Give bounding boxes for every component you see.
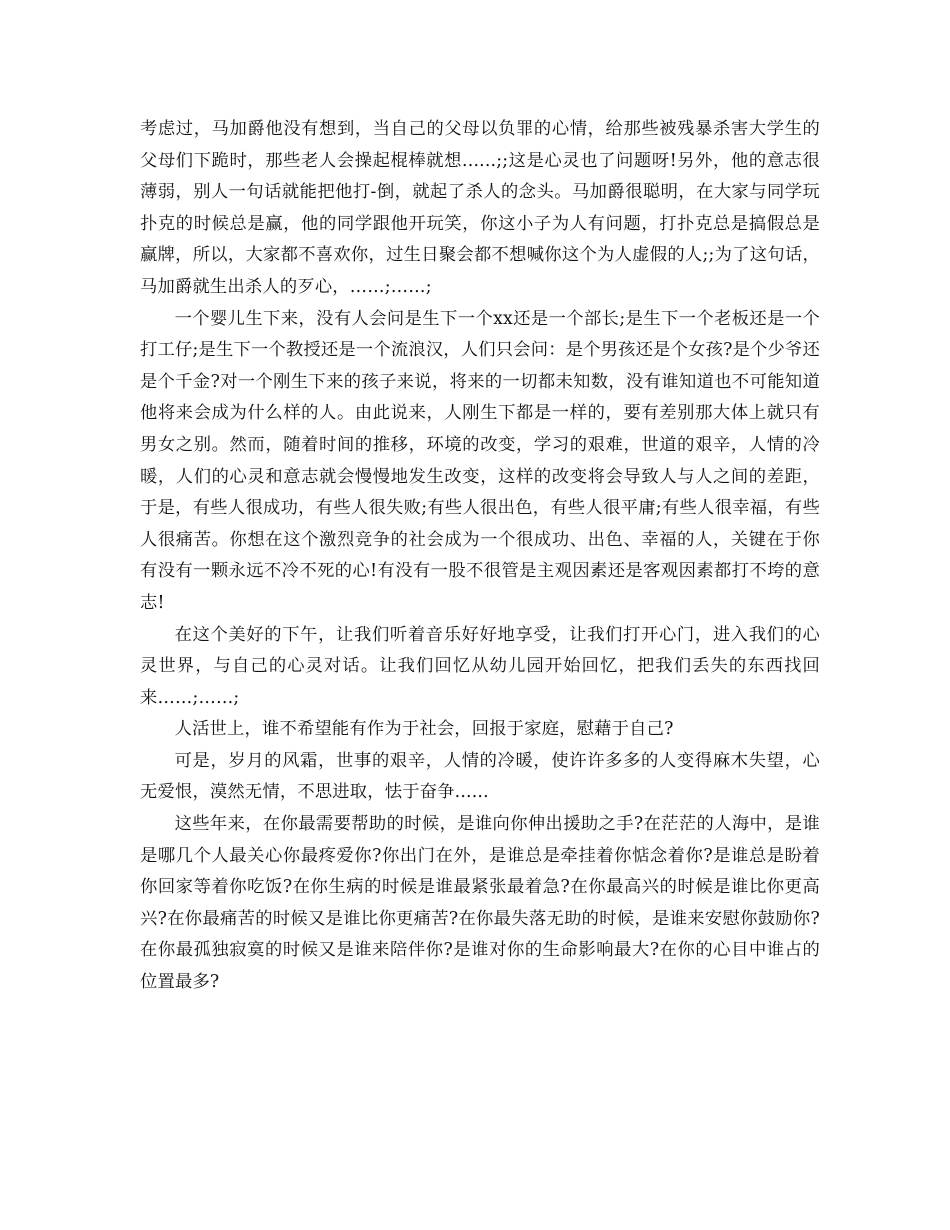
- document-body: [140, 114, 820, 999]
- paragraph-continuation: 考虑过，马加爵他没有想到，当自己的父母以负罪的心情，给那些被残暴杀害大学生的父母们下跪时，那些老人会操起棍棒就想......;;这是心灵也了问题呀!另外，他的意志很薄弱，别人一句话就能把他打-倒，就起了杀人的念头。马加爵很聪明，在大家与同学玩扑克的时候总是赢，他的同学跟他开玩笑，你这小子为人有问题，打扑克总是搞假总是赢牌，所以，大家都不喜欢你，过生日聚会都不想喊你这个为人虚假的人;;为了这句话，马加爵就生出杀人的歹心，……;……;: [140, 119, 820, 297]
- paragraph: 一个婴儿生下来，没有人会问是生下一个xx还是一个部长;是生下一个老板还是一个打工仔;是生下一个教授还是一个流浪汉，人们只会问：是个男孩还是个女孩?是个少爷还是个千金?对一个刚生下来的孩子来说，将来的一切都未知数，没有谁知道也不可能知道他将来会成为什么样的人。由此说来，人刚生下都是一样的，要有差别那大体上就只有男女之别。然而，随着时间的推移，环境的改变，学习的艰难，世道的艰辛，人情的冷暖，人们的心灵和意志就会慢慢地发生改变，这样的改变将会导致人与人之间的差距，于是，有些人很成功，有些人很失败;有些人很出色，有些人很平庸;有些人很幸福，有些人很痛苦。你想在这个激烈竞争的社会成为一个很成功、出色、幸福的人，关键在于你有没有一颗永远不冷不死的心!有没有一股不很管是主观因素还是客观因素都打不垮的意志!: [140, 308, 820, 613]
- paragraph: 这些年来，在你最需要帮助的时候，是谁向你伸出援助之手?在茫茫的人海中，是谁是哪几个人最关心你最疼爱你?你出门在外，是谁总是牵挂着你惦念着你?是谁总是盼着你回家等着你吃饭?在你生病的时候是谁最紧张最着急?在你最高兴的时候是谁比你更高兴?在你最痛苦的时候又是谁比你更痛苦?在你最失落无助的时候，是谁来安慰你鼓励你?在你最孤独寂寞的时候又是谁来陪伴你?是谁对你的生命影响最大?在你的心目中谁占的位置最多?: [140, 814, 820, 993]
- paragraph: 在这个美好的下午，让我们听着音乐好好地享受，让我们打开心门，进入我们的心灵世界，与自己的心灵对话。让我们回忆从幼儿园开始回忆，把我们丢失的东西找回来……;……;: [140, 624, 820, 708]
- paragraph: 可是，岁月的风霜，世事的艰辛，人情的冷暖，使许许多多的人变得麻木失望，心无爱恨，漠然无情，不思进取，怯于奋争......: [140, 750, 820, 803]
- paragraph: 人活世上，谁不希望能有作为于社会，回报于家庭，慰藉于自己?: [174, 719, 674, 740]
